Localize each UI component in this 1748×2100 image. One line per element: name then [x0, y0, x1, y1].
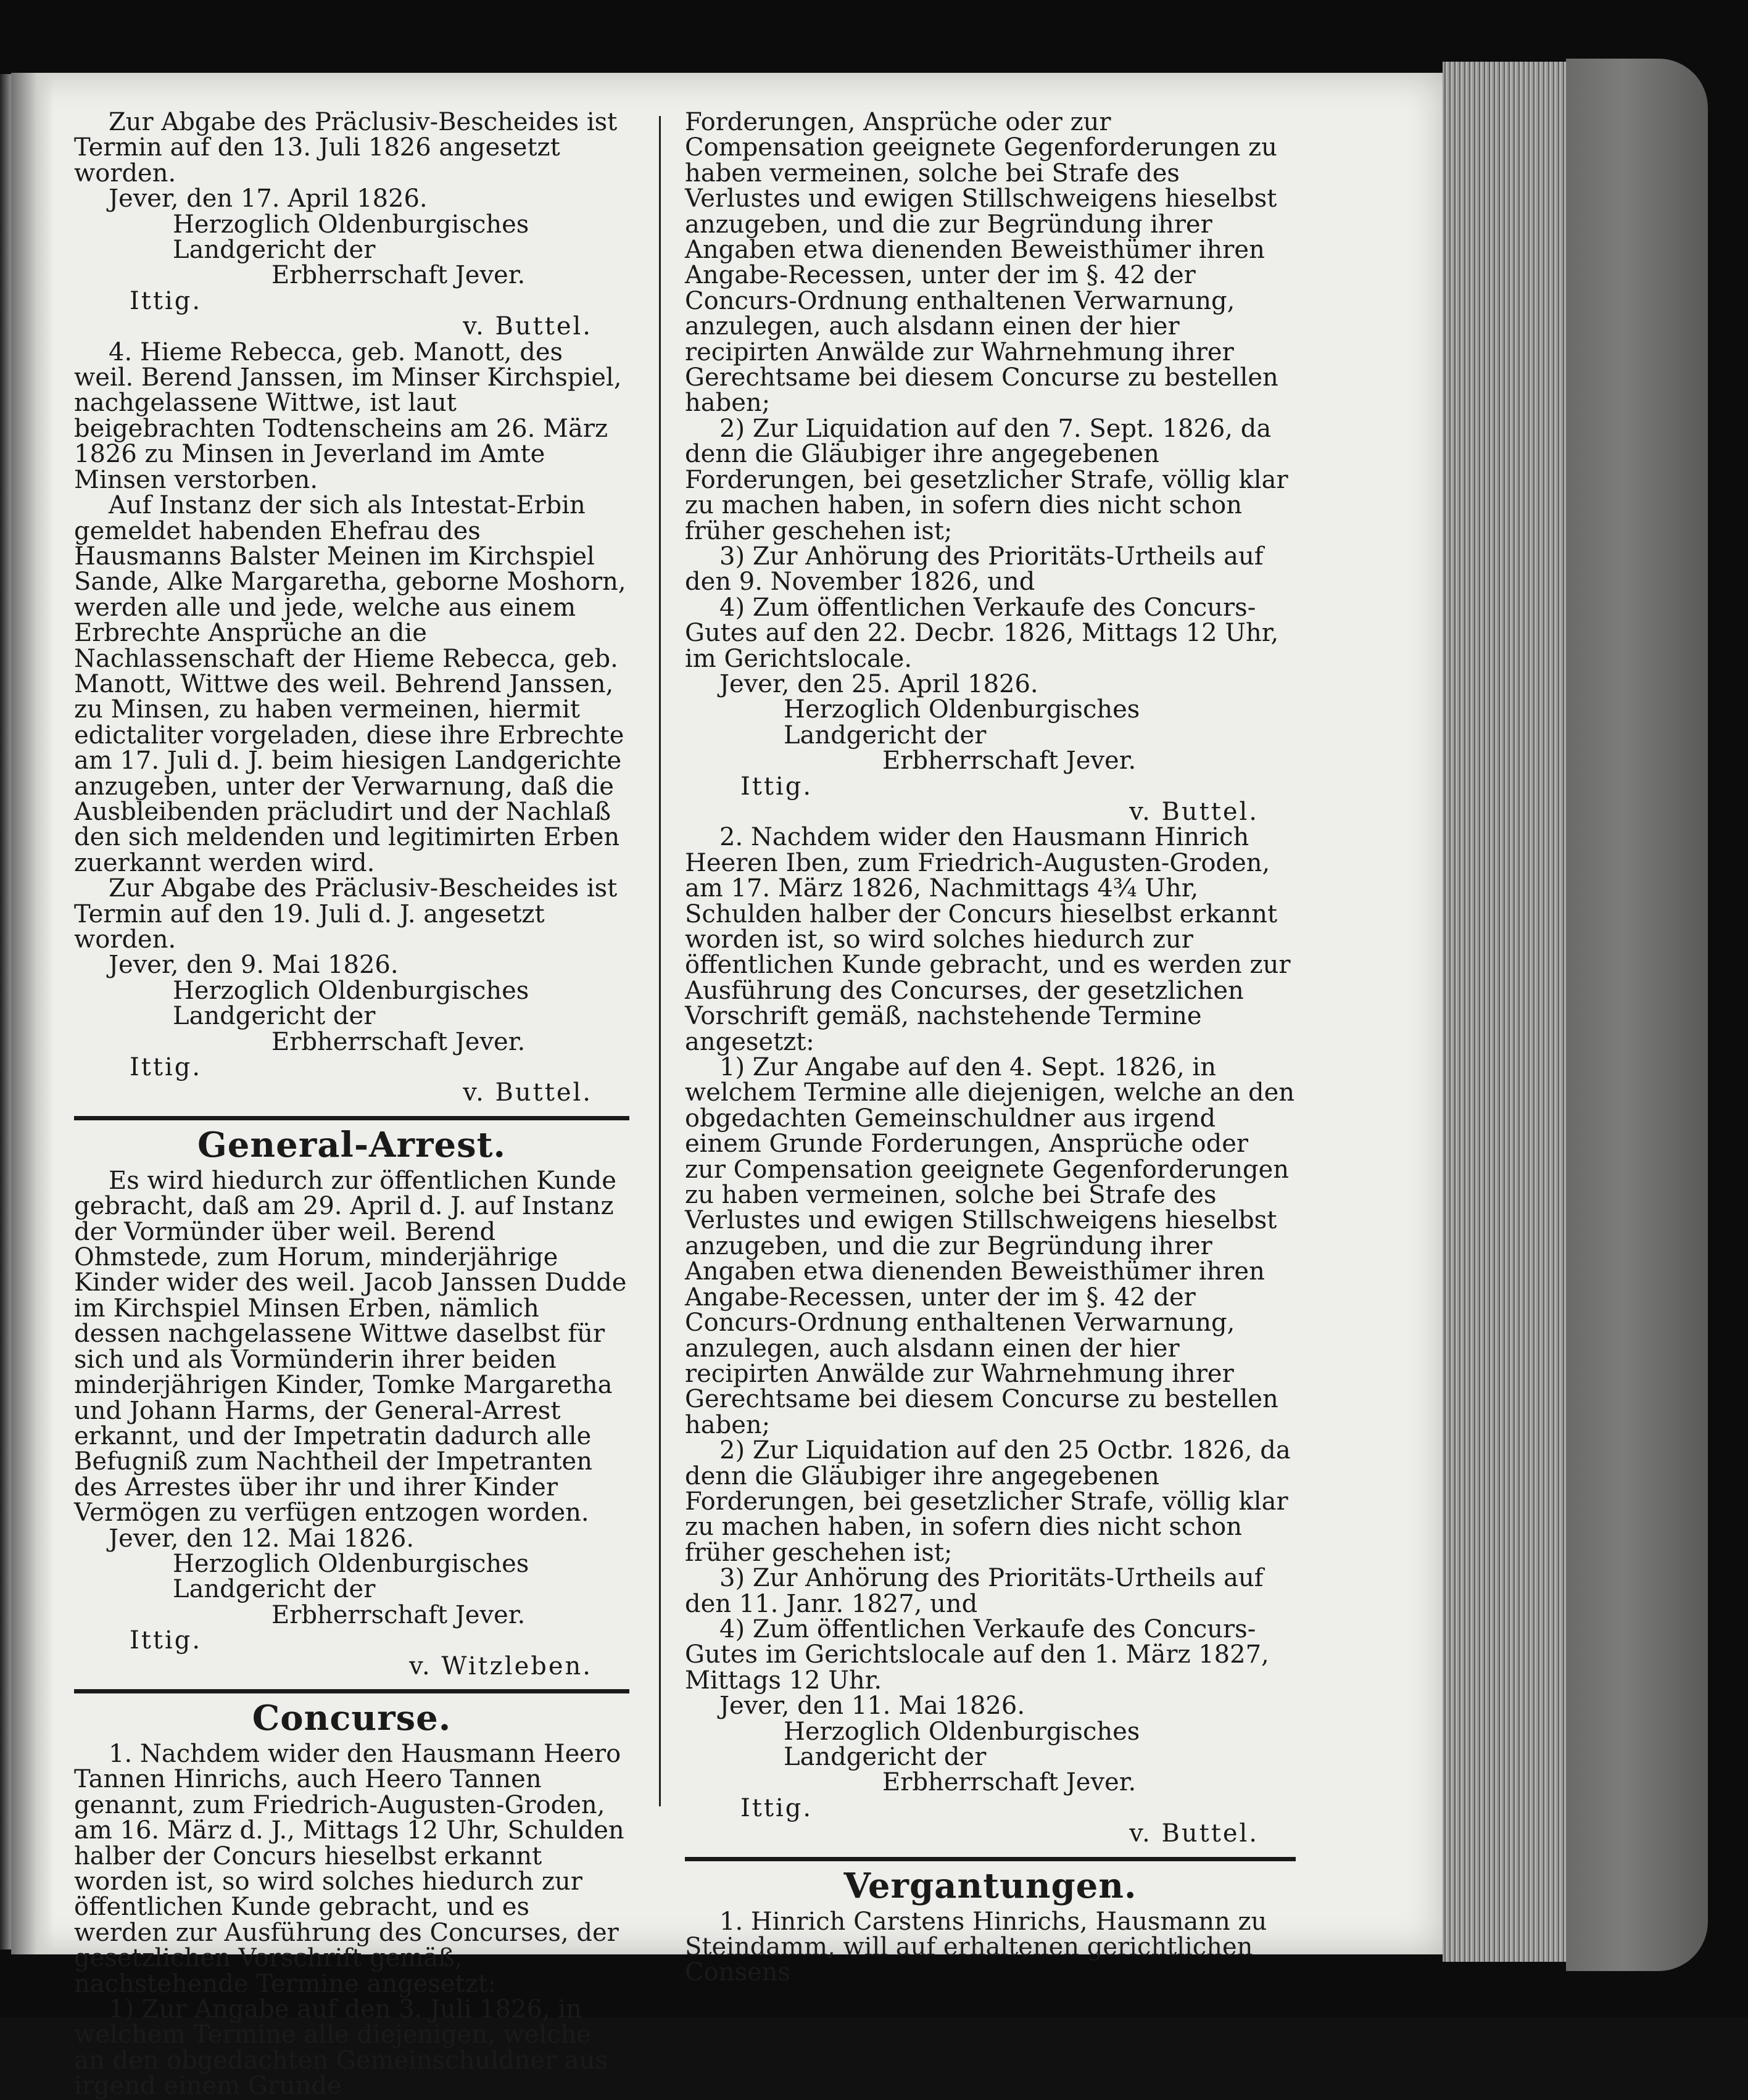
concurs-2-item-1: 1) Zur Angabe auf den 4. Sept. 1826, in welchem Termine alle diejenigen, welche an den obgedachten Gemeinschuldner aus irgend einem Grunde Forderungen, Ansprüche oder zur Compensation geeignete Gegenforderungen zu haben vermeinen, solche bei Strafe des Verlustes und ewigen Stillschweigens hieselbst anzugeben, und die zur Begründung ihrer Angaben etwa dienenden Beweisthümer ihren Angabe-Recessen, unter der im §. 42 der Concurs-Ordnung enthaltenen Verwarnung, anzulegen, auch alsdann einen der hier recipirten Anwälde zur Wahrnehmung ihrer Gerechtsame bei diesem Concurse zu bestellen haben; — [685, 1053, 1295, 1439]
date-line: Jever, den 25. April 1826. — [719, 669, 1038, 698]
book-cover — [1566, 59, 1708, 1971]
signer-left: Ittig. — [130, 286, 202, 315]
concurs-2-item-2: 2) Zur Liquidation auf den 25 Octbr. 1826, da denn die Gläubiger ihre angegebenen Forderungen, bei gesetzlicher Strafe, völlig klar zu machen haben, in sofern dies nicht schon früher geschehen ist; — [685, 1436, 1291, 1567]
court-name: Herzoglich Oldenburgisches Landgericht der — [784, 1717, 1140, 1771]
notice-4-intro: 4. Hieme Rebecca, geb. Manott, des weil. Berend Janssen, im Minser Kirchspiel, nachgelassene Wittwe, ist laut beigebrachten Todtenscheins am 26. März 1826 zu Minsen in Jeverland im Amte Minsen verstorben. — [74, 337, 622, 494]
signer-left: Ittig. — [130, 1053, 202, 1082]
right-column — [685, 110, 1296, 1986]
court-name-2: Erbherrschaft Jever. — [271, 1600, 526, 1629]
date-line: Jever, den 12. Mai 1826. — [109, 1524, 415, 1553]
concurs-1-continuation: Forderungen, Ansprüche oder zur Compensation geeignete Gegenforderungen zu haben vermeinen, solche bei Strafe des Verlustes und ewigen Stillschweigens hieselbst anzugeben, und die zur Begründung ihrer Angaben etwa dienenden Beweisthümer ihren Angabe-Recessen, unter der im §. 42 der Concurs-Ordnung enthaltenen Verwarnung, anzulegen, auch alsdann einen der hier recipirten Anwälde zur Wahrnehmung ihrer Gerechtsame bei diesem Concurse zu bestellen haben; — [685, 108, 1278, 418]
section-heading-vergantungen: Vergantungen. — [843, 1865, 1137, 1906]
concurs-2-item-4: 4) Zum öffentlichen Verkaufe des Concurs-Gutes im Gerichtslocale auf den 1. März 1827, Mittags 12 Uhr. — [685, 1614, 1269, 1695]
concurs-1-item-3: 3) Zur Anhörung des Prioritäts-Urtheils auf den 9. November 1826, und — [685, 542, 1264, 597]
concurs-1-item-1: 1) Zur Angabe auf den 3. Juli 1826, in welchem Termine alle diejenigen, welche an den obgedachten Gemeinschuldner aus irgend einem Grunde — [74, 1995, 608, 2100]
column-divider — [659, 116, 661, 1806]
court-name-2: Erbherrschaft Jever. — [271, 1027, 526, 1056]
concurs-1-item-4: 4) Zum öffentlichen Verkaufe des Concurs-Gutes auf den 22. Decbr. 1826, Mittags 12 Uhr, im Gerichtslocale. — [685, 593, 1279, 673]
date-line: Jever, den 9. Mai 1826. — [109, 951, 399, 980]
court-name-2: Erbherrschaft Jever. — [882, 746, 1137, 775]
signer-left: Ittig. — [740, 772, 813, 801]
page-edges — [1443, 62, 1566, 1962]
court-name: Herzoglich Oldenburgisches Landgericht der — [173, 976, 529, 1031]
page-gutter — [11, 73, 54, 1954]
court-name: Herzoglich Oldenburgisches Landgericht der — [173, 1549, 529, 1604]
signer-right: v. Buttel. — [463, 312, 592, 341]
signer-left: Ittig. — [130, 1626, 202, 1655]
court-name: Herzoglich Oldenburgisches Landgericht der — [784, 695, 1140, 750]
concurs-1-item-2: 2) Zur Liquidation auf den 7. Sept. 1826, da denn die Gläubiger ihre angegebenen Forderungen, bei gesetzlicher Strafe, völlig klar zu machen haben, in sofern dies nicht schon früher geschehen ist; — [685, 414, 1288, 545]
court-name: Herzoglich Oldenburgisches Landgericht der — [173, 210, 529, 265]
section-rule — [74, 1116, 629, 1120]
date-line: Jever, den 17. April 1826. — [109, 184, 428, 213]
section-rule — [74, 1689, 629, 1693]
termin-text: Zur Abgabe des Präclusiv-Bescheides ist Termin auf den 13. Juli 1826 angesetzt worden. — [74, 108, 618, 188]
general-arrest-body: Es wird hiedurch zur öffentlichen Kunde gebracht, daß am 29. April d. J. auf Instanz der Vormünder über weil. Berend Ohmstede, zum Horum, minderjährige Kinder wider des weil. Jacob Janssen Dudde im Kirchspiel Minsen Erben, nämlich dessen nachgelassene Wittwe daselbst für sich und als Vormünderin ihrer beiden minderjährigen Kinder, Tomke Margaretha und Johann Harms, der General-Arrest erkannt, und der Impetratin dadurch alle Befugniß zum Nachtheil der Impetranten des Arrestes über ihr und ihrer Kinder Vermögen zu verfügen entzogen worden. — [74, 1166, 627, 1527]
left-column — [74, 110, 629, 2099]
concurs-1-body: 1. Nachdem wider den Hausmann Heero Tannen Hinrichs, auch Heero Tannen genannt, zum Friedrich-Augusten-Groden, am 16. März d. J., Mittags 12 Uhr, Schulden halber der Concurs hieselbst erkannt worden ist, so wird solches hiedurch zur öffentlichen Kunde gebracht, und es werden zur Ausführung des Concurses, der gesetzlichen Vorschrift gemäß, nachstehende Termine angesetzt: — [74, 1739, 624, 1998]
termin-text: Zur Abgabe des Präclusiv-Bescheides ist Termin auf den 19. Juli d. J. angesetzt worden. — [74, 874, 618, 954]
facing-page-edge — [0, 74, 11, 1949]
signer-right: v. Witzleben. — [409, 1651, 592, 1680]
section-heading-concurse: Concurse. — [252, 1697, 452, 1738]
signer-right: v. Buttel. — [463, 1078, 592, 1107]
signer-right: v. Buttel. — [1129, 1819, 1259, 1848]
concurs-2-body: 2. Nachdem wider den Hausmann Hinrich Heeren Iben, zum Friedrich-Augusten-Groden, am 17. März 1826, Nachmittags 4¾ Uhr, Schulden halber der Concurs hieselbst erkannt worden ist, so wird solches hiedurch zur öffentlichen Kunde gebracht, und es werden zur Ausführung des Concurses, der gesetzlichen Vorschrift gemäß, nachstehende Termine angesetzt: — [685, 823, 1291, 1056]
date-line: Jever, den 11. Mai 1826. — [719, 1692, 1025, 1721]
signer-left: Ittig. — [740, 1793, 813, 1822]
section-heading-general-arrest: General-Arrest. — [197, 1124, 507, 1165]
court-name-2: Erbherrschaft Jever. — [882, 1768, 1137, 1797]
concurs-2-item-3: 3) Zur Anhörung des Prioritäts-Urtheils auf den 11. Janr. 1827, und — [685, 1564, 1264, 1618]
vergantung-1-body: 1. Hinrich Carstens Hinrichs, Hausmann zu Steindamm, will auf erhaltenen gerichtlichen Consens — [685, 1907, 1267, 1987]
section-rule — [685, 1857, 1296, 1861]
signer-right: v. Buttel. — [1129, 797, 1259, 826]
court-name-2: Erbherrschaft Jever. — [271, 261, 526, 290]
notice-4-body: Auf Instanz der sich als Intestat-Erbin gemeldet habenden Ehefrau des Hausmanns Balster Meinen im Kirchspiel Sande, Alke Margaretha, geborne Moshorn, werden alle und jede, welche aus einem Erbrechte Ansprüche an die Nachlassenschaft der Hieme Rebecca, geb. Manott, Wittwe des weil. Behrend Janssen, zu Minsen, zu haben vermeinen, hiermit edictaliter vorgeladen, diese ihre Erbrechte am 17. Juli d. J. beim hiesigen Landgerichte anzugeben, unter der Verwarnung, daß die Ausbleibenden präcludirt und der Nachlaß den sich meldenden und legitimirten Erben zuerkannt werden wird. — [74, 491, 626, 877]
